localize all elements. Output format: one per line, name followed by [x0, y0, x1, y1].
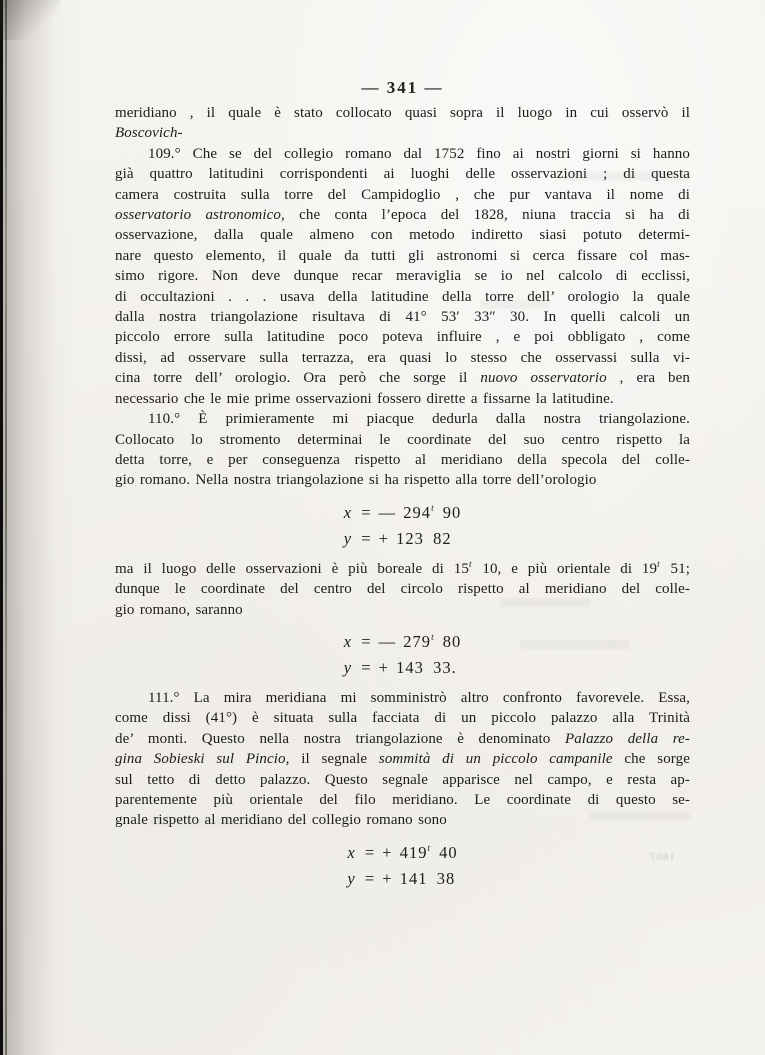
- equation-line: [347, 866, 457, 892]
- text-segment: osservatorio astronomico: [115, 207, 281, 224]
- text-segment: x: [343, 631, 353, 651]
- equation-block: [115, 500, 690, 552]
- text-segment: = + 419: [357, 842, 428, 862]
- text-segment: , era ben: [606, 370, 690, 387]
- equation-line: [344, 526, 461, 552]
- text-segment: piccolo errore sulla latitudine poco poteva influire , e poi obbligato , come: [115, 329, 690, 346]
- text-segment: x: [343, 502, 353, 522]
- text-line: [115, 688, 690, 708]
- text-segment: 40: [431, 842, 458, 862]
- text-line: [115, 430, 690, 450]
- bleedthrough-stamp: 1807: [649, 851, 675, 863]
- bleedthrough-smudge: [500, 598, 590, 607]
- equation-line: [344, 629, 461, 655]
- bleedthrough-smudge: [590, 812, 690, 820]
- text-segment: t: [431, 503, 435, 514]
- text-line: [115, 225, 690, 245]
- text-line: [115, 368, 690, 388]
- text-segment: come dissi (41°) è situata sulla facciata di un piccolo palazzo alla Trinità: [115, 710, 690, 727]
- text-line: [115, 266, 690, 286]
- text-line: [115, 185, 690, 205]
- text-line: [115, 579, 690, 599]
- equation-block: [115, 629, 690, 681]
- text-segment: gio romano, saranno: [115, 601, 243, 618]
- text-segment: gnale rispetto al meridiano del collegio romano sono: [115, 812, 447, 829]
- text-line: [115, 729, 690, 749]
- text-segment: camera costruita sulla torre del Campidoglio , che pur vantava il nome di: [115, 186, 690, 203]
- scan-gutter-shadow: [3, 0, 55, 1055]
- text-segment: Palazzo della re-: [564, 730, 690, 747]
- text-segment: cina torre dell’ orologio. Ora però che sorge il: [115, 370, 481, 387]
- text-segment: dalla nostra triangolazione risultava di 41° 53′ 33″ 30. In quelli calcoli un: [115, 309, 690, 326]
- text-segment: t: [657, 558, 660, 569]
- text-segment: y: [343, 657, 353, 677]
- text-segment: 80: [435, 631, 462, 651]
- bleedthrough-smudge: [520, 640, 630, 649]
- bleedthrough-smudge: [150, 818, 270, 826]
- text-segment: = + 141 38: [357, 868, 456, 888]
- text-line: [115, 205, 690, 225]
- equation-line: [344, 500, 461, 526]
- text-line: [115, 389, 690, 409]
- text-segment: t: [468, 558, 472, 569]
- text-segment: necessario che le mie prime osservazioni fossero dirette a fissarne la latitudine.: [115, 390, 614, 407]
- text-segment: nuovo osservatorio: [480, 370, 607, 387]
- text-line: [115, 790, 690, 810]
- text-segment: Boscovich-: [115, 125, 183, 142]
- text-segment: = — 294: [354, 502, 432, 522]
- text-segment: x: [347, 842, 356, 862]
- text-line: [115, 470, 690, 490]
- text-line: [115, 327, 690, 347]
- paragraph: [115, 409, 690, 491]
- text-segment: dissi, ad osservare sulla terrazza, era quasi lo stesso che osservassi sulla vi-: [115, 349, 690, 366]
- text-segment: detta torre, e per conseguenza rispetto al meridiano della specola del colle-: [115, 451, 690, 468]
- page-edge-crease: [5, 0, 7, 1055]
- text-line: [115, 409, 690, 429]
- text-segment: meridiano , il quale è stato collocato quasi sopra il luogo in cui osservò il: [115, 105, 690, 121]
- text-line: [115, 246, 690, 266]
- text-segment: sul tetto di detto palazzo. Questo segnale apparisce nel campo, e resta ap-: [115, 771, 690, 788]
- text-segment: 10, e più orientale di 19: [472, 560, 658, 577]
- text-segment: nare questo elemento, il quale da tutti gli astronomi si cerca fissare col mas-: [115, 247, 690, 264]
- text-segment: gio romano. Nella nostra triangolazione si ha rispetto alla torre dell’orologio: [115, 472, 597, 489]
- text-segment: t: [427, 843, 431, 854]
- equation-line: [344, 655, 461, 681]
- paragraph: [115, 688, 690, 831]
- text-segment: gina Sobieski sul Pincio: [115, 751, 286, 768]
- text-segment: già quattro latitudini corrispondenti ai luoghi delle osservazioni ; di questa: [115, 166, 690, 183]
- paragraph: [115, 144, 690, 409]
- text-line: [115, 287, 690, 307]
- text-segment: , che conta l’epoca del 1828, niuna traccia si ha di: [281, 207, 691, 224]
- scan-left-edge: [0, 0, 3, 1055]
- text-segment: t: [431, 632, 435, 643]
- scan-corner-shadow: [0, 0, 60, 40]
- text-line: [115, 559, 690, 579]
- text-line: [115, 708, 690, 728]
- text-column: [115, 103, 690, 899]
- text-segment: 110.° È primieramente mi piacque dedurla dalla nostra triangolazione.: [148, 411, 690, 428]
- text-line: [115, 103, 690, 123]
- text-segment: 111.° La mira meridiana mi somministrò altro confronto favorevele. Essa,: [148, 689, 690, 706]
- text-line: [115, 749, 690, 769]
- text-line: [115, 307, 690, 327]
- bleedthrough-smudge: [560, 172, 690, 181]
- text-line: [115, 144, 690, 164]
- page-number: — 341 —: [361, 78, 444, 97]
- paragraph: [115, 559, 690, 620]
- text-segment: dunque le coordinate del centro del circolo rispetto al meridiano del colle-: [115, 581, 690, 598]
- text-line: [115, 770, 690, 790]
- text-segment: osservazione, dalla quale almeno con metodo indiretto siasi potuto determi-: [115, 227, 690, 244]
- text-segment: = — 279: [354, 631, 432, 651]
- text-segment: 109.° Che se del collegio romano dal 1752 fino ai nostri giorni si hanno: [148, 145, 690, 162]
- text-segment: 90: [435, 502, 462, 522]
- text-line: [115, 348, 690, 368]
- text-segment: 51;: [660, 560, 690, 577]
- text-segment: che sorge: [612, 751, 690, 768]
- text-line: [115, 600, 690, 620]
- text-line: [115, 123, 690, 143]
- bleedthrough-smudge: [480, 300, 550, 309]
- equation-line: [347, 840, 457, 866]
- text-segment: Collocato lo stromento determinai le coordinate del suo centro rispetto la: [115, 431, 690, 448]
- text-segment: ma il luogo delle osservazioni è più boreale di 15: [115, 560, 469, 577]
- text-segment: = + 143 33.: [354, 657, 457, 677]
- text-segment: sommità di un piccolo campanile: [378, 751, 613, 768]
- text-segment: de’ monti. Questo nella nostra triangolazione è denominato: [115, 730, 565, 747]
- text-segment: di occultazioni . . . usava della latitudine della torre dell’ orologio la quale: [115, 288, 690, 305]
- text-segment: , il segnale: [285, 751, 379, 768]
- text-segment: simo rigore. Non deve dunque recar meraviglia se io nel calcolo di ecclissi,: [115, 268, 690, 285]
- paragraph: [115, 103, 690, 144]
- text-segment: = + 123 82: [354, 528, 452, 548]
- text-line: [115, 450, 690, 470]
- text-segment: y: [343, 528, 353, 548]
- text-segment: y: [347, 868, 356, 888]
- text-segment: parentemente più orientale del filo meridiano. Le coordinate di questo se-: [115, 791, 690, 808]
